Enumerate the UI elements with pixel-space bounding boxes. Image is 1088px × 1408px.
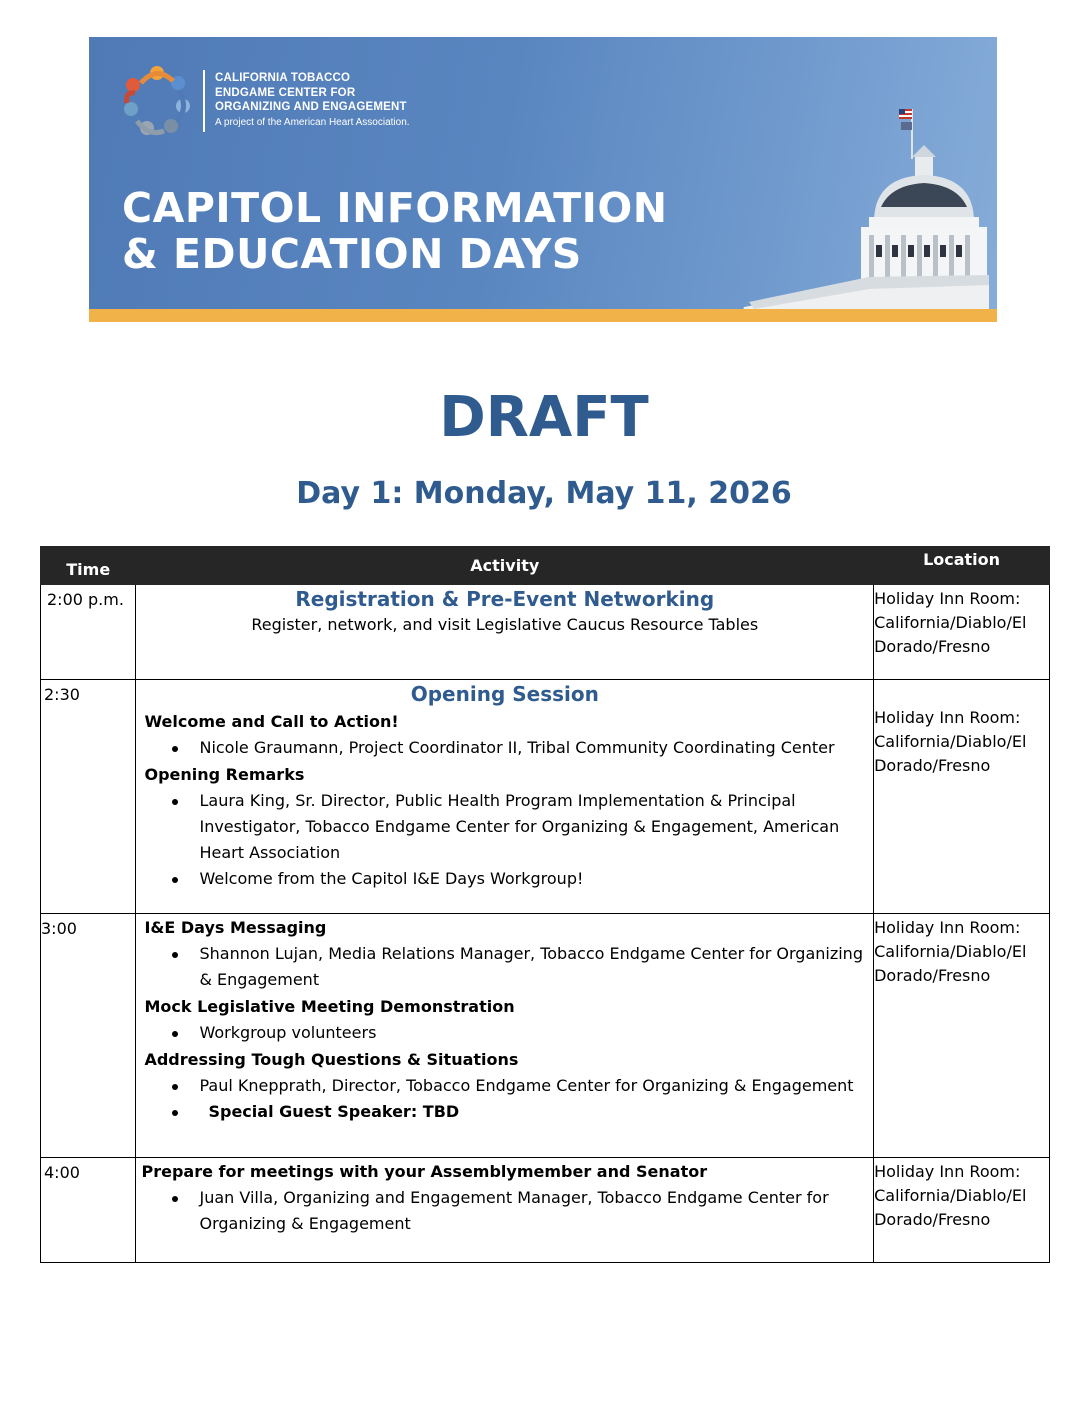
location-line: Dorado/Fresno [874, 756, 991, 775]
bullet-list [144, 788, 865, 892]
table-row [41, 680, 1050, 914]
people-circle-logo-icon [119, 63, 195, 139]
banner-accent-stripe [89, 309, 997, 322]
table-row [41, 914, 1050, 1158]
table-row [41, 1158, 1050, 1263]
row-time: 4:00 [41, 1158, 136, 1263]
row-time: 3:00 [41, 914, 136, 1158]
column-header-activity: Activity [136, 547, 874, 585]
location-line: California/Diablo/El [874, 732, 1027, 751]
list-item: Special Guest Speaker: TBD [199, 1099, 865, 1125]
bullet-list [144, 735, 865, 761]
location-line: California/Diablo/El [874, 942, 1027, 961]
org-subline: A project of the American Heart Association. [215, 117, 410, 128]
location-line: Dorado/Fresno [874, 966, 991, 985]
org-name [215, 71, 407, 115]
row-time: 2:30 [41, 680, 136, 914]
row-activity [136, 1158, 874, 1263]
location-line: California/Diablo/El [874, 613, 1027, 632]
list-item: Shannon Lujan, Media Relations Manager, Tobacco Endgame Center for Organizing & Engagement [199, 941, 865, 993]
draft-heading: DRAFT [439, 385, 649, 450]
banner-title [122, 185, 668, 277]
group-heading: Prepare for meetings with your Assemblymember and Senator [141, 1162, 708, 1181]
bullet-list [141, 1185, 865, 1237]
org-name-line: ENDGAME CENTER FOR [215, 86, 356, 99]
row-time: 2:00 p.m. [41, 585, 136, 680]
row-activity [136, 914, 874, 1158]
list-item: Workgroup volunteers [199, 1020, 865, 1046]
banner-title-line: & EDUCATION DAYS [122, 230, 582, 278]
org-name-line: ORGANIZING AND ENGAGEMENT [215, 101, 407, 113]
list-item: Nicole Graumann, Project Coordinator II, Tribal Community Coordinating Center [199, 735, 865, 761]
location-line: Holiday Inn Room: [874, 589, 1021, 608]
row-activity [136, 680, 874, 914]
table-row [41, 585, 1050, 680]
column-header-time: Time [41, 547, 136, 585]
session-title: Registration & Pre-Event Networking [295, 587, 715, 611]
group-heading: Welcome and Call to Action! [144, 712, 399, 731]
group-heading: Opening Remarks [144, 765, 305, 784]
header-banner [89, 37, 997, 322]
banner-title-line: CAPITOL INFORMATION [122, 184, 668, 232]
agenda-table [40, 546, 1050, 1263]
row-location [874, 680, 1050, 914]
day-title: Day 1: Monday, May 11, 2026 [296, 476, 792, 511]
list-item: Paul Knepprath, Director, Tobacco Endgame Center for Organizing & Engagement [199, 1073, 865, 1099]
group-heading: I&E Days Messaging [144, 918, 327, 937]
session-description: Register, network, and visit Legislative Caucus Resource Tables [251, 615, 759, 634]
column-header-location: Location [874, 547, 1050, 585]
location-line: Dorado/Fresno [874, 1210, 991, 1229]
bullet-list [144, 1073, 865, 1125]
bullet-list [144, 1020, 865, 1046]
capitol-building-icon [629, 97, 989, 322]
location-line: Holiday Inn Room: [874, 1162, 1021, 1181]
list-item: Juan Villa, Organizing and Engagement Manager, Tobacco Endgame Center for Organizing & Engagement [199, 1185, 865, 1237]
row-location [874, 1158, 1050, 1263]
location-line: Holiday Inn Room: [874, 708, 1021, 727]
row-location [874, 914, 1050, 1158]
session-title: Opening Session [410, 682, 599, 706]
location-line: California/Diablo/El [874, 1186, 1027, 1205]
row-activity [136, 585, 874, 680]
row-location [874, 585, 1050, 680]
group-heading: Mock Legislative Meeting Demonstration [144, 997, 515, 1016]
group-heading: Addressing Tough Questions & Situations [144, 1050, 519, 1069]
list-item: Welcome from the Capitol I&E Days Workgroup! [199, 866, 865, 892]
location-line: Holiday Inn Room: [874, 918, 1021, 937]
list-item: Laura King, Sr. Director, Public Health Program Implementation & Principal Investigator, Tobacco Endgame Center for Organizing & Engagement, American Heart Association [199, 788, 865, 866]
location-line: Dorado/Fresno [874, 637, 991, 656]
table-header-row [41, 547, 1050, 585]
bullet-list [144, 941, 865, 993]
org-name-line: CALIFORNIA TOBACCO [215, 72, 351, 84]
logo-divider [203, 70, 205, 132]
